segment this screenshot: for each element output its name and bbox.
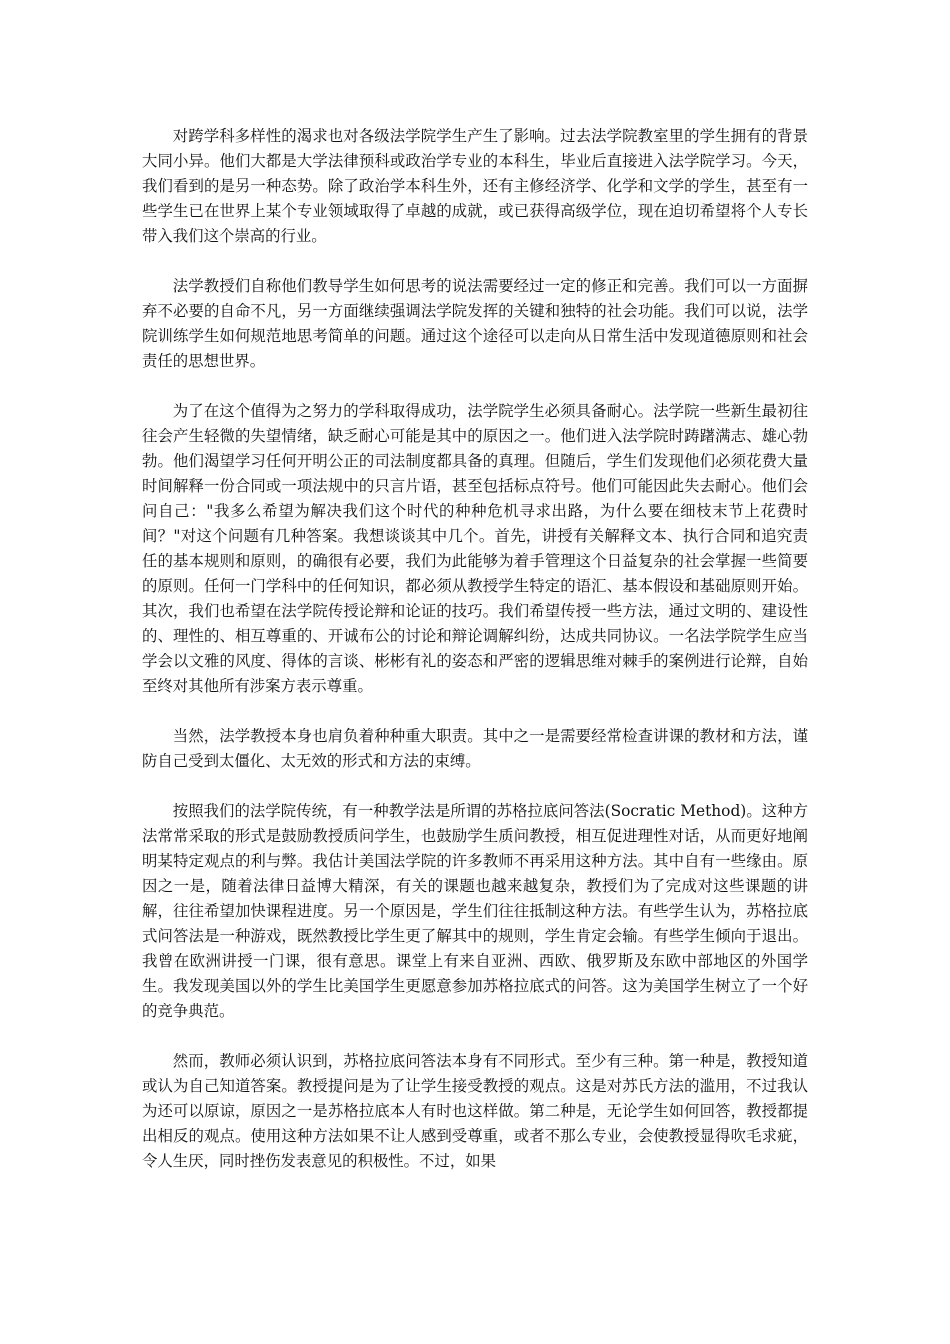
paragraph-how-to-think: 法学教授们自称他们教导学生如何思考的说法需要经过一定的修正和完善。我们可以一方面摒弃不必要的自命不凡，另一方面继续强调法学院发挥的关键和独特的社会功能。我们可以说，法学院训练学生如何规范地思考简单的问题。通过这个途径可以走向从日常生活中发现道德原则和社会责任的思想世界。 <box>142 277 808 370</box>
paragraph-professor-duties: 当然，法学教授本身也肩负着种种重大职责。其中之一是需要经常检查讲课的教材和方法，谨防自己受到太僵化、太无效的形式和方法的束缚。 <box>142 727 808 770</box>
paragraph-socratic-forms: 然而，教师必须认识到，苏格拉底问答法本身有不同形式。至少有三种。第一种是，教授知道或认为自己知道答案。教授提问是为了让学生接受教授的观点。这是对苏氏方法的滥用，不过我认为还可以原谅，原因之一是苏格拉底本人有时也这样做。第二种是，无论学生如何回答，教授都提出相反的观点。使用这种方法如果不让人感到受尊重，或者不那么专业，会使教授显得吹毛求疵，令人生厌，同时挫伤发表意见的积极性。不过，如果 <box>142 1052 808 1170</box>
paragraph-interdisciplinary: 对跨学科多样性的渴求也对各级法学院学生产生了影响。过去法学院教室里的学生拥有的背景大同小异。他们大都是大学法律预科或政治学专业的本科生，毕业后直接进入法学院学习。今天，我们看到的是另一种态势。除了政治学本科生外，还有主修经济学、化学和文学的学生，甚至有一些学生已在世界上某个专业领域取得了卓越的成就，或已获得高级学位，现在迫切希望将个人专长带入我们这个崇高的行业。 <box>142 127 808 245</box>
paragraph-patience: 为了在这个值得为之努力的学科取得成功，法学院学生必须具备耐心。法学院一些新生最初往往会产生轻微的失望情绪，缺乏耐心可能是其中的原因之一。他们进入法学院时踌躇满志、雄心勃勃。他们渴望学习任何开明公正的司法制度都具备的真理。但随后，学生们发现他们必须花费大量时间解释一份合同或一项法规中的只言片语，甚至包括标点符号。他们可能因此失去耐心。他们会问自己："我多么希望为解决我们这个时代的种种危机寻求出路，为什么要在细枝末节上花费时间？"对这个问题有几种答案。我想谈谈其中几个。首先，讲授有关解释文本、执行合同和追究责任的基本规则和原则，的确很有必要，我们为此能够为着手管理这个日益复杂的社会掌握一些简要的原则。任何一门学科中的任何知识，都必须从教授学生特定的语汇、基本假设和基础原则开始。其次，我们也希望在法学院传授论辩和论证的技巧。我们希望传授一些方法，通过文明的、建设性的、理性的、相互尊重的、开诚布公的讨论和辩论调解纠纷，达成共同协议。一名法学院学生应当学会以文雅的风度、得体的言谈、彬彬有礼的姿态和严密的逻辑思维对棘手的案例进行论辩，自始至终对其他所有涉案方表示尊重。 <box>142 402 808 695</box>
paragraph-socratic-method: 按照我们的法学院传统，有一种教学法是所谓的苏格拉底问答法(Socratic Method)。这种方法常常采取的形式是鼓励教授质问学生，也鼓励学生质问教授，相互促进理性对话，从而更好地阐明某特定观点的利与弊。我估计美国法学院的许多教师不再采用这种方法。其中自有一些缘由。原因之一是，随着法律日益博大精深，有关的课题也越来越复杂，教授们为了完成对这些课题的讲解，往往希望加快课程进度。另一个原因是，学生们往往抵制这种方法。有些学生认为，苏格拉底式问答法是一种游戏，既然教授比学生更了解其中的规则，学生肯定会输。有些学生倾向于退出。我曾在欧洲讲授一门课，很有意思。课堂上有来自亚洲、西欧、俄罗斯及东欧中部地区的外国学生。我发现美国以外的学生比美国学生更愿意参加苏格拉底式的问答。这为美国学生树立了一个好的竞争典范。 <box>142 802 808 1020</box>
document-body <box>142 124 808 1199</box>
